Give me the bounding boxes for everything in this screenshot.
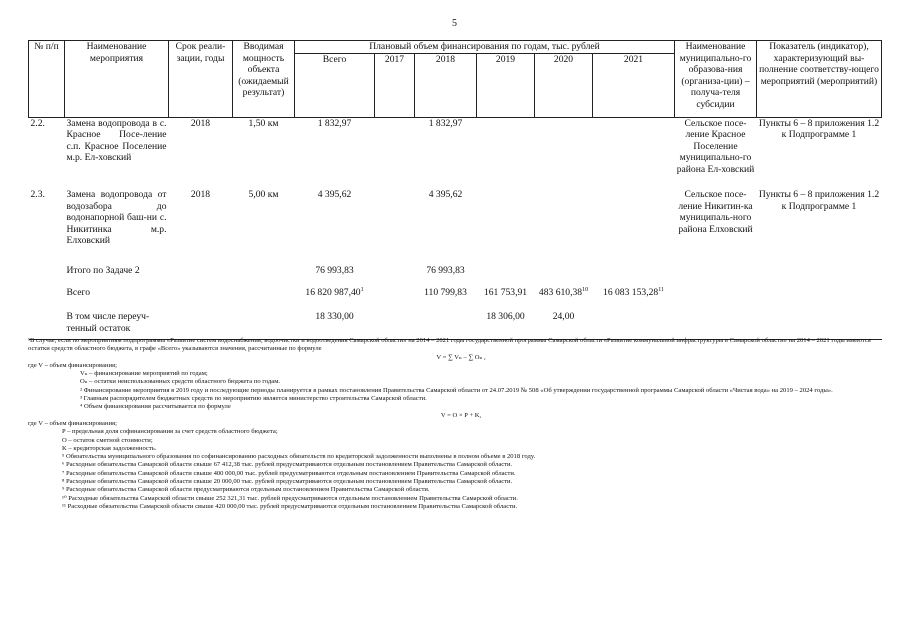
financing-table (28, 40, 882, 340)
row-2020 (535, 117, 593, 189)
summary-2018 (415, 311, 477, 339)
footnote-6: ⁶ Расходные обязательства Самарской области свыше 67 412,38 тыс. рублей предусматриваются отдельным постановлением Правительства Самарской области. (62, 461, 513, 469)
header-plan: Плановый объем финансирования по годам, тыс. рублей (295, 41, 675, 54)
header-recipient: Наименование муниципально-го образова-ния (организа-ции) – получа-теля субсидии (675, 41, 757, 118)
footnote-11: ¹¹ Расходные обязательства Самарской области свыше 420 000,00 тыс. рублей предусматриваются отдельным постановлением Правительства Самарской области. (62, 502, 518, 510)
row-capacity: 1,50 км (248, 117, 279, 129)
row-num: 2.2. (30, 117, 45, 129)
summary-2020 (535, 265, 593, 287)
summary-2018: 76 993,83 (426, 265, 465, 277)
row-2020 (535, 189, 593, 265)
summary-row (29, 265, 882, 287)
header-2019: 2019 (477, 53, 535, 117)
row-indicator: Пункты 6 – 8 приложения 1.2 к Подпрограмме 1 (758, 189, 880, 212)
formula-2: V = O × P + K, (440, 411, 482, 419)
table-row (29, 189, 882, 265)
var-vn: Vₙ – финансирование мероприятий по годам; (80, 370, 208, 378)
header-name: Наименование мероприятия (65, 41, 169, 118)
footnote-3: ³ Главным распорядителем бюджетных средств по мероприятию является министерство строительства Самарской области. (80, 395, 427, 403)
summary-row (29, 287, 882, 311)
table-row (29, 117, 882, 189)
footnote-4: ⁴ Объем финансирования рассчитывается по формуле (80, 403, 231, 411)
summary-2017 (375, 265, 415, 287)
row-indicator: Пункты 6 – 8 приложения 1.2 к Подпрограмме 1 (758, 117, 880, 141)
row-total: 4 395,62 (317, 189, 352, 201)
header-2017: 2017 (375, 53, 415, 117)
summary-name: Всего (66, 287, 91, 299)
footnotes (28, 337, 894, 511)
summary-2019 (477, 265, 535, 287)
row-name: Замена водопровода от водозабора до водонапорной баш-ни с. Никитинка м.р. Елховский (66, 189, 167, 247)
row-2021 (593, 189, 675, 265)
row-name: Замена водопровода в с. Красное Посе-ление с.п. Красное Поселение м.р. Ел-ховский (66, 117, 167, 164)
row-period: 2018 (190, 189, 211, 201)
summary-2021: 16 083 153,28$^{11}$ (603, 286, 664, 299)
summary-2019: 161 753,91 (483, 287, 528, 299)
row-recipient: Сельское посе-ление Красное Поселение муниципально-го района Ел-ховский (676, 117, 755, 175)
summary-name: В том числе переуч-тенный остаток (66, 311, 150, 334)
header-indicator: Показатель (индикатор), характеризующий вы-полнение соответству-ющего мероприятий (мероприятий) (757, 41, 882, 118)
header-2020: 2020 (535, 53, 593, 117)
summary-2021 (593, 311, 675, 339)
summary-2020: 24,00 (552, 311, 575, 323)
summary-2018: 110 799,83 (424, 287, 467, 299)
footnote-7: ⁷ Расходные обязательства Самарской области свыше 400 000,00 тыс. рублей предусматриваются отдельным постановлением Правительства Самарской области. (62, 469, 516, 477)
header-total: Всего (295, 53, 375, 117)
summary-row (29, 311, 882, 339)
summary-total: 16 820 987,40$^1$ (305, 286, 364, 299)
row-2021 (593, 117, 675, 189)
row-recipient: Сельское посе-ление Никитин-ка муниципаль-ного района Елховский (678, 189, 753, 235)
header-period: Срок реали-зации, годы (169, 41, 233, 118)
row-num: 2.3. (30, 189, 45, 201)
summary-total: 76 993,83 (315, 265, 354, 277)
row-capacity: 5,00 км (248, 189, 279, 201)
header-2021: 2021 (593, 53, 675, 117)
header-2018: 2018 (415, 53, 477, 117)
summary-2021 (593, 265, 675, 287)
var-k: K – кредиторская задолженность. (62, 444, 157, 452)
summary-2017 (375, 287, 415, 311)
var-o: O – остаток сметной стоимости; (62, 436, 153, 444)
row-2017 (375, 117, 415, 189)
row-2019 (477, 189, 535, 265)
footnote-9: ⁹ Расходные обязательства Самарской области предусматриваются отдельным постановлением Правительства Самарской области. (62, 486, 430, 494)
summary-2017 (375, 311, 415, 339)
page-number: 5 (452, 18, 457, 29)
where-2: где V – объем финансирования; (28, 419, 117, 427)
footnote-10: ¹⁰ Расходные обязательства Самарской области свыше 252 321,31 тыс. рублей предусматриваются отдельным постановлением Правительства Самарской области. (62, 494, 518, 502)
row-2018: 1 832,97 (428, 117, 463, 129)
var-p: P – предельная доля софинансирования за счет средств областного бюджета; (62, 428, 278, 436)
row-2018: 4 395,62 (428, 189, 463, 201)
summary-name: Итого по Задаче 2 (66, 265, 140, 277)
header-capacity: Вводимая мощность объекта (ожидаемый результат) (233, 41, 295, 118)
summary-2019: 18 306,00 (486, 311, 525, 323)
row-period: 2018 (190, 117, 211, 129)
formula-1: V = ∑ Vₙ – ∑ Oₙ , (436, 353, 486, 361)
row-2019 (477, 117, 535, 189)
row-total: 1 832,97 (317, 117, 352, 129)
footnote-2: ² Финансирование мероприятия в 2019 году и последующие периоды планируется в рамках постановления Правительства Самарской области от 24.07.2019 № 508 «Об утверждении государственной программы Самарской области «Чистая вода» на 2019 – 2024 годы». (80, 386, 833, 394)
footnote-1: ¹В случае, если по мероприятиям подпрограммы «Развитие систем водоснабжения, водоочистки и водоотведения Самарской области» на 2014 – 2021 годы государственной программы Самарской области «Развитие коммунальной инфраструктуры в Самарской области» на 2014 – 2021 годы имеются остатки средств областного бюджета, в графе «Всего» указываются значения, рассчитанные по формуле (28, 337, 871, 353)
summary-total: 18 330,00 (315, 311, 354, 323)
footnote-5: ⁵ Обязательства муниципального образования по софинансированию расходных обязательств по кредиторской задолженности выполнены в полном объеме в 2018 году. (62, 453, 536, 461)
row-2017 (375, 189, 415, 265)
where-1: где V – объем финансирования; (28, 361, 117, 369)
footnote-8: ⁸ Расходные обязательства Самарской области свыше 20 000,00 тыс. рублей предусматриваются отдельным постановлением Правительства Самарской области. (62, 478, 513, 486)
header-num: № п/п (29, 41, 65, 118)
var-on: Oₙ – остатки неиспользованных средств областного бюджета по годам. (80, 378, 281, 386)
summary-2020: 483 610,38$^{10}$ (538, 286, 589, 299)
